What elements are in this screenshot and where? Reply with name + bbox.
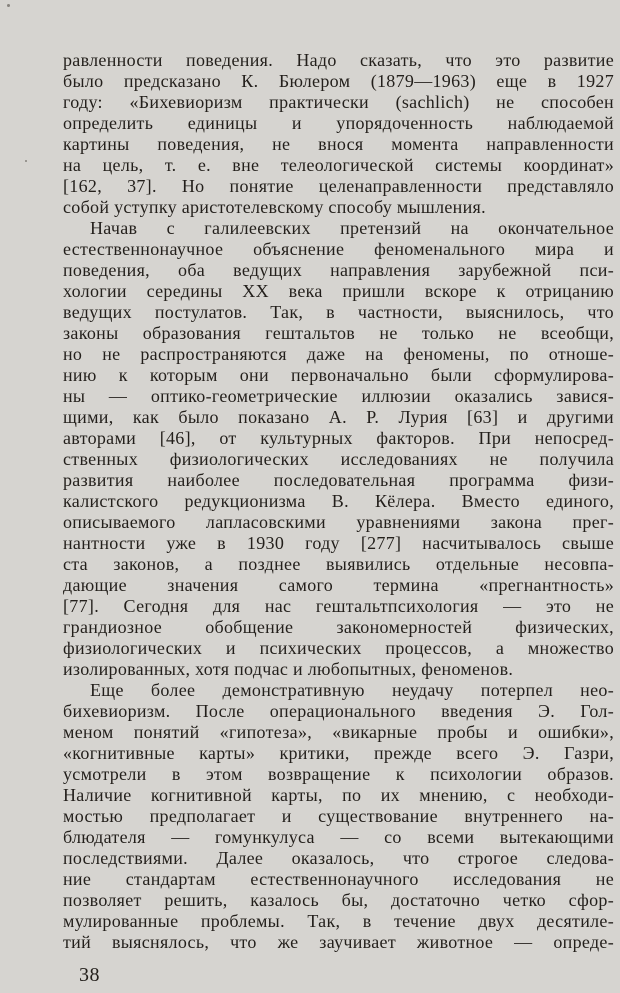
text-line: ны — оптико-геометрические иллюзии оказались завися- <box>63 386 614 406</box>
text-line: грандиозное обобщение закономерностей физических, <box>63 617 614 637</box>
text-line: Еще более демонстративную неудачу потерпел нео- <box>90 680 614 700</box>
text-line: меном понятий «гипотеза», «викарные пробы и ошибки», <box>63 722 614 742</box>
text-line: мулированные проблемы. Так, в течение двух десятиле- <box>63 911 614 931</box>
text-line: нантности уже в 1930 году [277] насчитывалось свыше <box>63 533 614 553</box>
text-line: году: «Бихевиоризм практически (sachlich) не способен <box>63 92 614 112</box>
text-line: щими, как было показано А. Р. Лурия [63] и другими <box>63 407 614 427</box>
text-line: Наличие когнитивной карты, по их мнению, с необходи- <box>63 785 614 805</box>
text-line: поведения, оба ведущих направления зарубежной пси- <box>63 260 614 280</box>
text-line: собой уступку аристотелевскому способу мышления. <box>63 197 486 217</box>
text-line: на цель, т. е. вне телеологической системы координат» <box>63 155 614 175</box>
scan-speck <box>25 160 27 162</box>
scan-speck <box>7 4 10 7</box>
text-line: описываемого лапласовскими уравнениями закона прег- <box>63 512 614 532</box>
text-line: равленности поведения. Надо сказать, что это развитие <box>63 50 614 70</box>
text-line: естественнонаучное объяснение феноменального мира и <box>63 239 614 259</box>
text-line: но не распространяются даже на феномены, по отноше- <box>63 344 614 364</box>
text-block <box>63 50 614 953</box>
text-line: физиологических и психических процессов, а множество <box>63 638 614 658</box>
text-line: бихевиоризм. После операционального введения Э. Гол- <box>63 701 614 721</box>
text-line: калистского редукционизма В. Кёлера. Вместо единого, <box>63 491 614 511</box>
text-line: ведущих постулатов. Так, в частности, выяснилось, что <box>63 302 614 322</box>
text-line: ственных физиологических исследованиях не получила <box>63 449 614 469</box>
text-line: картины поведения, не внося момента направленности <box>63 134 614 154</box>
text-line: блюдателя — гомункулуса — со всеми вытекающими <box>63 827 614 847</box>
text-line: дающие значения самого термина «прегнантность» <box>63 575 614 595</box>
text-line: [162, 37]. Но понятие целенаправленности представляло <box>63 176 614 196</box>
text-line: тий выяснялось, что же заучивает животное — опреде- <box>63 932 614 952</box>
text-line: Начав с галилеевских претензий на окончательное <box>90 218 614 238</box>
text-line: последствиями. Далее оказалось, что строгое следова- <box>63 848 614 868</box>
text-line: [77]. Сегодня для нас гештальтпсихология — это не <box>63 596 614 616</box>
text-line: авторами [46], от культурных факторов. При непосред- <box>63 428 614 448</box>
text-line: позволяет решить, казалось бы, достаточно четко сфор- <box>63 890 614 910</box>
text-line: усмотрели в этом возвращение к психологии образов. <box>63 764 614 784</box>
page-number: 38 <box>79 964 100 986</box>
text-line: «когнитивные карты» критики, прежде всего Э. Газри, <box>63 743 614 763</box>
text-line: изолированных, хотя подчас и любопытных, феноменов. <box>63 659 514 679</box>
text-line: развития наиболее последовательная программа физи- <box>63 470 614 490</box>
text-line: нию к которым они первоначально были сформулирова- <box>63 365 614 385</box>
text-line: хологии середины XX века пришли вскоре к отрицанию <box>63 281 614 301</box>
text-line: определить единицы и упорядоченность наблюдаемой <box>63 113 614 133</box>
text-line: мостью предполагает и существование внутреннего на- <box>63 806 614 826</box>
text-line: ста законов, а позднее выявились отдельные несовпа- <box>63 554 614 574</box>
text-line: ние стандартам естественнонаучного исследования не <box>63 869 614 889</box>
text-line: законы образования гештальтов не только не всеобщи, <box>63 323 614 343</box>
text-line: было предсказано К. Бюлером (1879—1963) еще в 1927 <box>63 71 614 91</box>
